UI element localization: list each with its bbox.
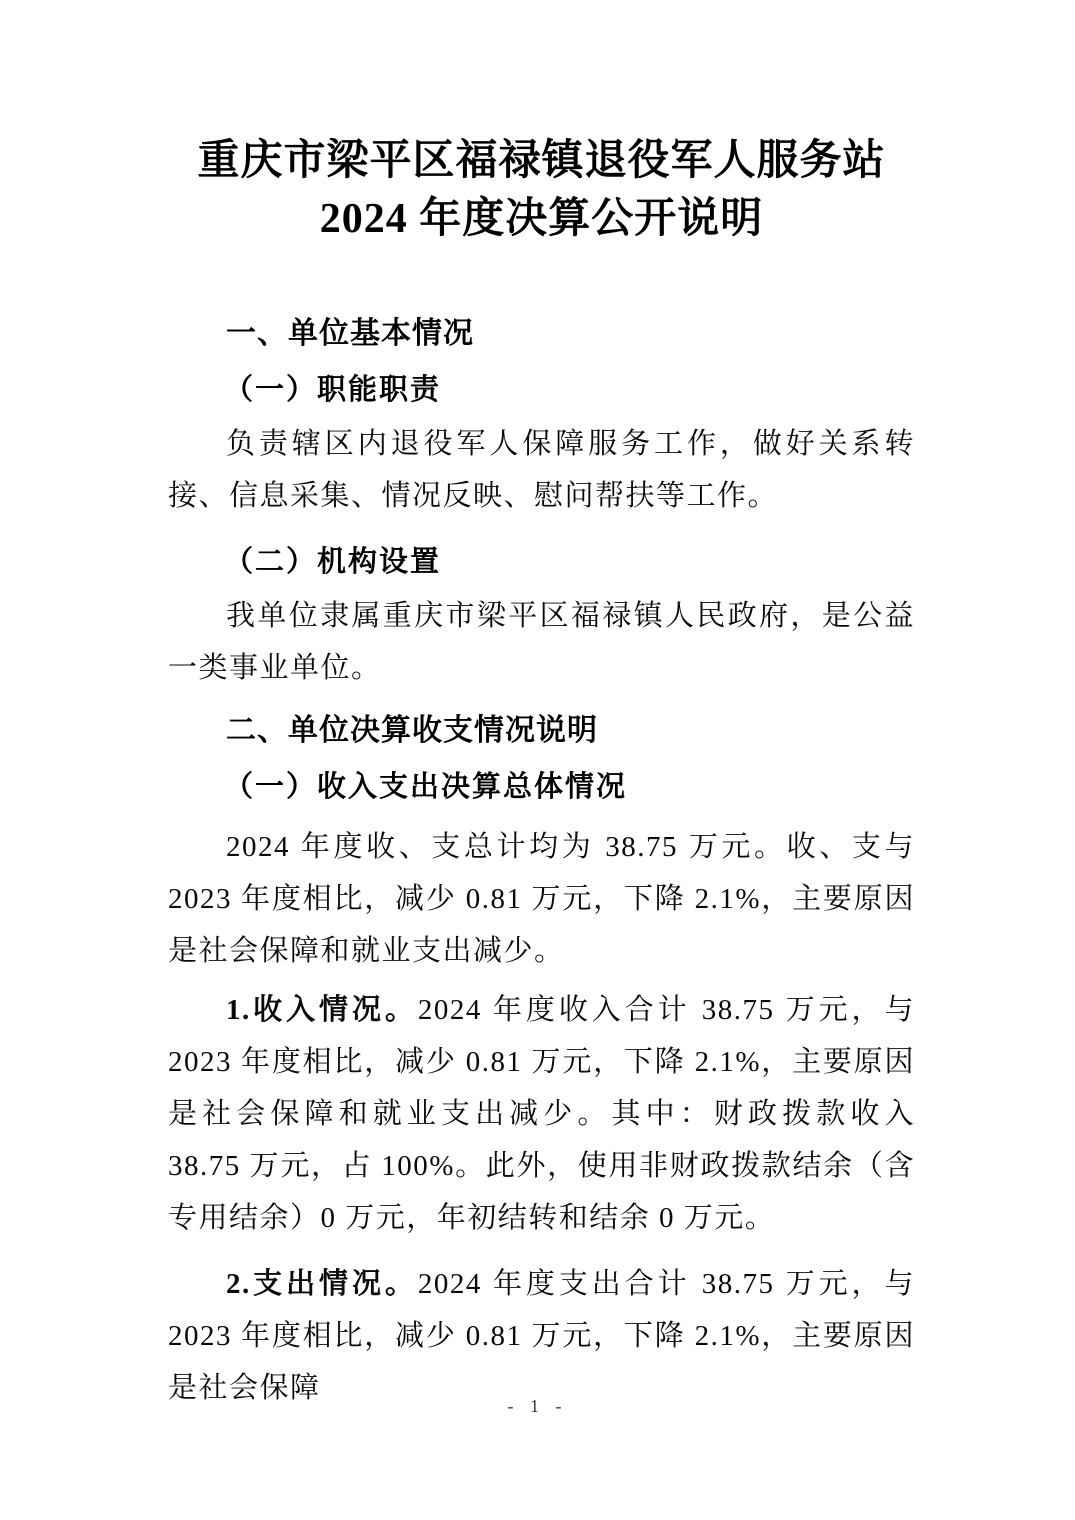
document-title [168, 132, 915, 248]
income-paragraph-text: 2024 年度收入合计 38.75 万元，与 2023 年度相比，减少 0.81 万元，下降 2.1%，主要原因是社会保障和就业支出减少。其中：财政拨款收入 38.75 万元，占 100%。此外，使用非财政拨款结余（含专用结余）0 万元，年初结转和结余 0 万元。 [168, 994, 915, 1234]
section-2-heading: 二、单位决算收支情况说明 [226, 714, 598, 747]
expense-paragraph-text: 2024 年度支出合计 38.75 万元，与 2023 年度相比，减少 0.81 万元，下降 2.1%，主要原因是社会保障 [168, 1268, 915, 1404]
income-paragraph-lead: 1.收入情况。 [226, 994, 418, 1026]
page-number: - 1 - [507, 1396, 568, 1416]
section-1-sub-2-paragraph: 我单位隶属重庆市梁平区福禄镇人民政府，是公益一类事业单位。 [168, 600, 915, 684]
document-title-line-1: 重庆市梁平区福禄镇退役军人服务站 [197, 138, 886, 184]
section-1-sub-1-paragraph: 负责辖区内退役军人保障服务工作，做好关系转接、信息采集、情况反映、慰问帮扶等工作。 [168, 428, 915, 512]
section-2-sub-1-heading: （一）收入支出决算总体情况 [224, 771, 628, 803]
section-1-sub-2-heading: （二）机构设置 [224, 546, 442, 578]
income-paragraph [168, 984, 915, 1244]
section-1-sub-1-heading: （一）职能职责 [224, 374, 442, 406]
section-1-heading: 一、单位基本情况 [226, 317, 474, 350]
overview-paragraph: 2024 年度收、支总计均为 38.75 万元。收、支与 2023 年度相比，减少 0.81 万元，下降 2.1%，主要原因是社会保障和就业支出减少。 [168, 831, 915, 967]
expense-paragraph [168, 1258, 915, 1414]
expense-paragraph-lead: 2.支出情况。 [226, 1268, 418, 1300]
document-title-line-2: 2024 年度决算公开说明 [319, 196, 764, 242]
document-content [168, 132, 915, 1414]
